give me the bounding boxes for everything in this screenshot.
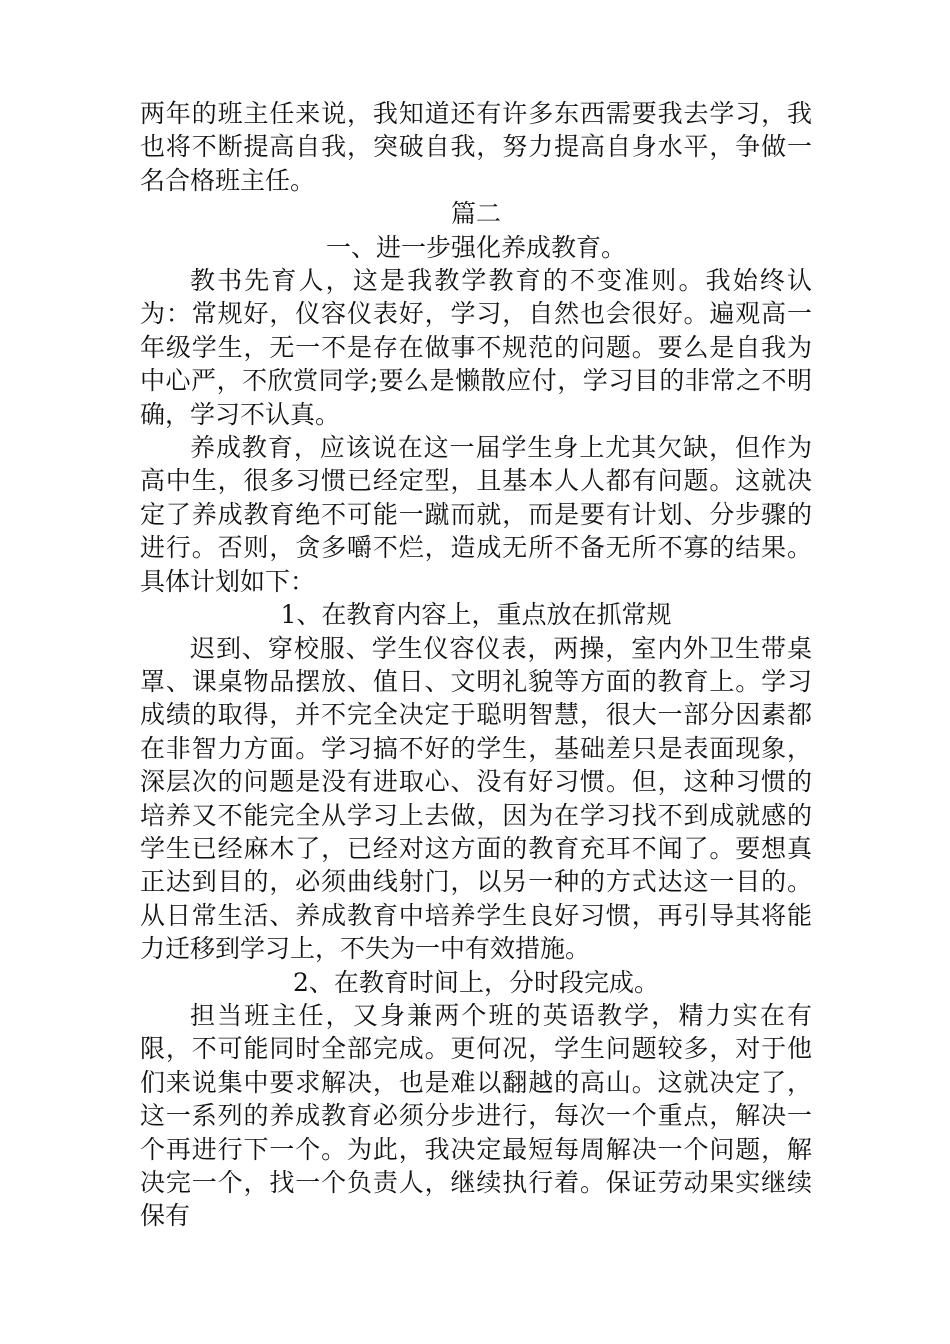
opening-paragraph: 两年的班主任来说，我知道还有许多东西需要我去学习，我也将不断提高自我，突破自我，努力提高自身水平，争做一名合格班主任。	[140, 99, 812, 195]
paragraph-4: 担当班主任，又身兼两个班的英语教学，精力实在有限，不可能同时全部完成。更何况，学生问题较多，对于他们来说集中要求解决，也是难以翻越的高山。这就决定了，这一系列的养成教育必须分步进行，每次一个重点，解决一个再进行下一个。为此，我决定最短每周解决一个问题，解决完一个，找一个负责人，继续执行着。保证劳动果实继续保有	[140, 1000, 812, 1231]
paragraph-1: 教书先育人，这是我教学教育的不变准则。我始终认为：常规好，仪容仪表好，学习，自然也会很好。遍观高一年级学生，无一不是存在做事不规范的问题。要么是自我为中心严，不欣赏同学;要么是懒散应付，学习目的非常之不明确，学习不认真。	[140, 266, 812, 429]
paragraph-3: 迟到、穿校服、学生仪容仪表，两操，室内外卫生带桌罩、课桌物品摆放、值日、文明礼貌等方面的教育上。学习成绩的取得，并不完全决定于聪明智慧，很大一部分因素都在非智力方面。学习搞不好的学生，基础差只是表面现象，深层次的问题是没有进取心、没有好习惯。但，这种习惯的培养又不能完全从学习上去做，因为在学习找不到成就感的学生已经麻木了，已经对这方面的教育充耳不闻了。要想真正达到目的，必须曲线射门，以另一种的方式达这一目的。从日常生活、养成教育中培养学生良好习惯，再引导其将能力迁移到学习上，不失为一中有效措施。	[140, 633, 812, 964]
heading-1: 一、进一步强化养成教育。	[325, 232, 626, 262]
document-page	[140, 97, 812, 1233]
subheading-1: 1、在教育内容上，重点放在抓常规	[280, 600, 672, 630]
subheading-2: 2、在教育时间上，分时段完成。	[293, 967, 659, 997]
paragraph-2: 养成教育，应该说在这一届学生身上尤其欠缺，但作为高中生，很多习惯已经定型，且基本人人都有问题。这就决定了养成教育绝不可能一蹴而就，而是要有计划、分步骤的进行。否则，贪多嚼不烂，造成无所不备无所不寡的结果。具体计划如下：	[140, 433, 812, 596]
section-title: 篇二	[450, 199, 501, 229]
